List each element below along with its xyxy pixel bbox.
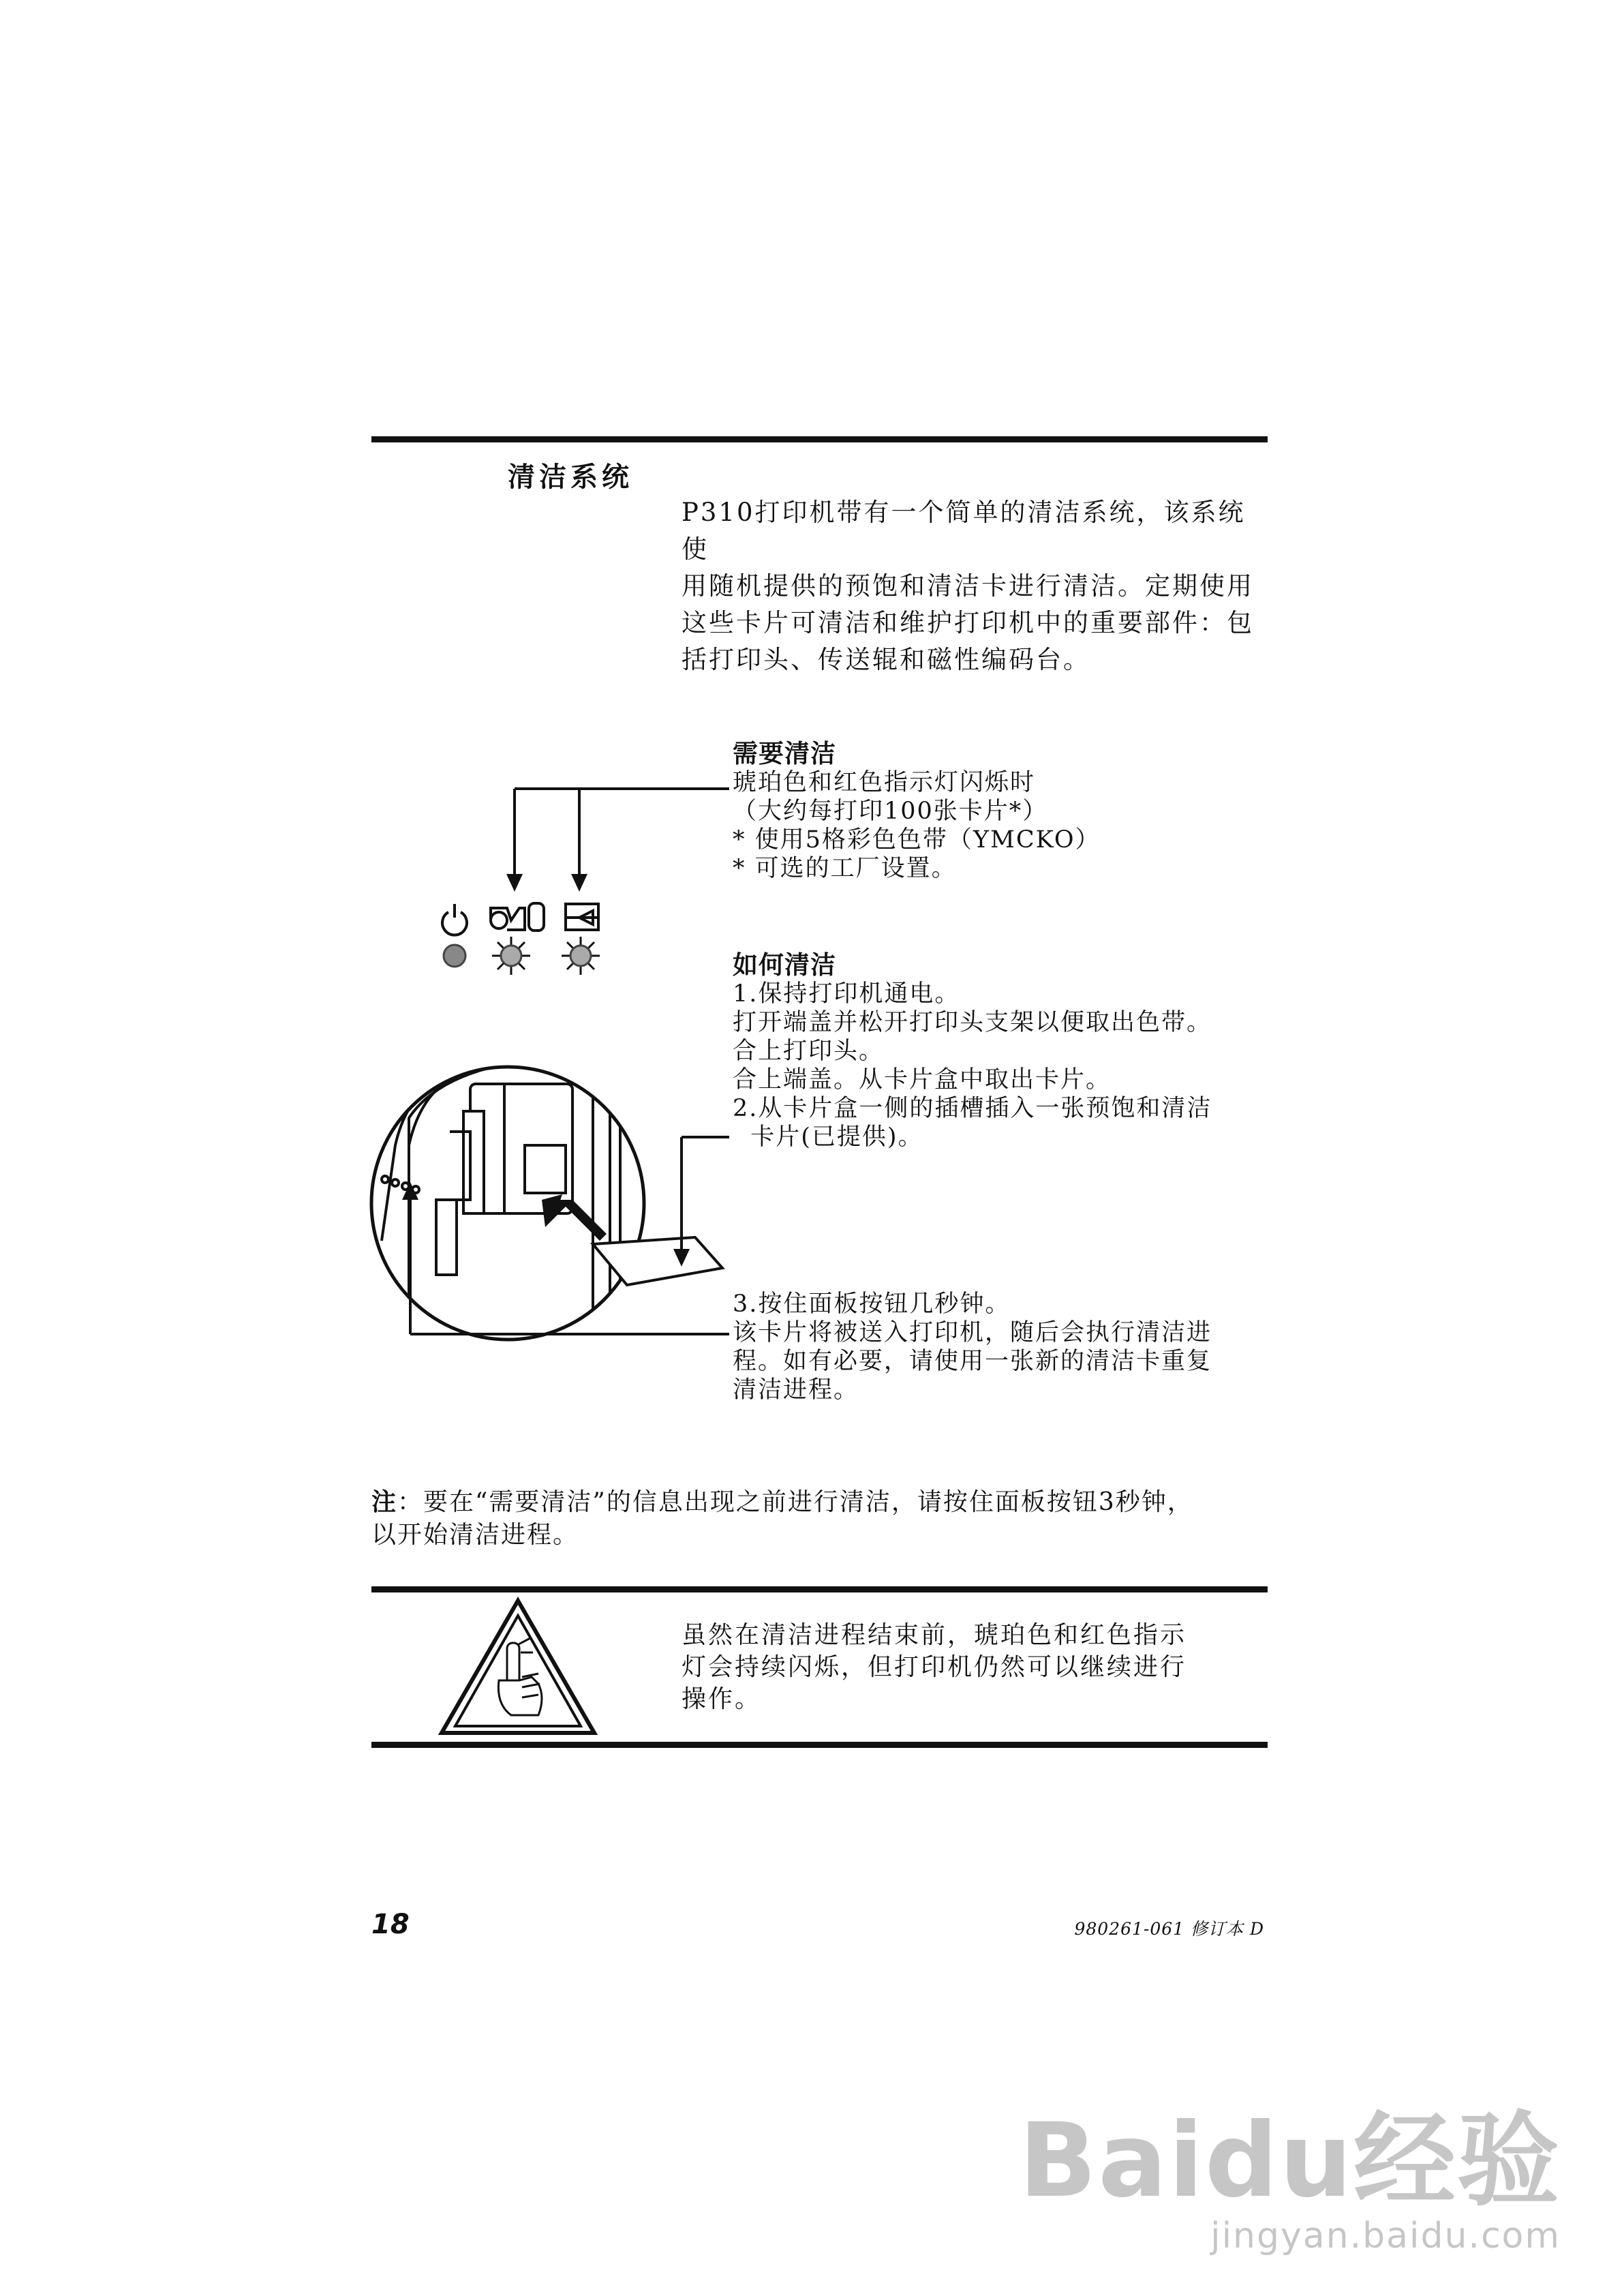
caution-paragraph (682, 1619, 1227, 1715)
how-to-clean-line: 2.从卡片盒一侧的插槽插入一张预饱和清洁 (733, 1095, 1212, 1122)
caution-bottom-rule (371, 1742, 1268, 1748)
needs-cleaning-heading: 需要清洁 (733, 739, 836, 768)
needs-cleaning-block (733, 740, 1101, 883)
needs-cleaning-line: （大约每打印100张卡片*） (733, 798, 1048, 825)
cleaning-card (593, 1237, 722, 1285)
page-number: 18 (371, 1909, 410, 1940)
how-to-clean-line: 合上端盖。从卡片盒中取出卡片。 (733, 1066, 1112, 1093)
watermark-sub: jingyan.baidu.com (1210, 2216, 1561, 2256)
section-title: 清洁系统 (508, 462, 633, 493)
cleaning-illustration (368, 764, 750, 1377)
intro-line: 这些卡片可清洁和维护打印机中的重要部件：包 (682, 608, 1254, 637)
note-text: ：要在“需要清洁”的信息出现之前进行清洁，请按住面板按钮3秒钟， (397, 1488, 1193, 1516)
ribbon-icon (491, 903, 544, 931)
how-to-clean-line: 卡片(已提供)。 (733, 1123, 923, 1151)
intro-paragraph (682, 494, 1261, 678)
how-to-clean-line: 打开端盖并松开打印头支架以便取出色带。 (733, 1009, 1212, 1036)
how-to-clean-heading: 如何清洁 (733, 950, 836, 980)
printer-closeup (371, 1050, 722, 1377)
intro-line: 用随机提供的预饱和清洁卡进行清洁。定期使用 (682, 571, 1254, 601)
led-callout-lines (515, 789, 729, 879)
top-rule (371, 436, 1268, 442)
arrow-down-icon (506, 874, 523, 892)
caution-line: 操作。 (682, 1685, 762, 1713)
step3-line: 清洁进程。 (733, 1376, 859, 1404)
how-to-clean-line: 1.保持打印机通电。 (733, 980, 960, 1008)
needs-cleaning-line: * 可选的工厂设置。 (733, 855, 957, 882)
baidu-watermark (1018, 2102, 1561, 2256)
arrow-down-icon (571, 874, 587, 892)
intro-line: 括打印头、传送辊和磁性编码台。 (682, 645, 1090, 674)
note-paragraph (371, 1486, 1271, 1552)
watermark-main: Baidu经验 (1018, 2102, 1561, 2220)
led-power (444, 945, 465, 967)
step3-line: 3.按住面板按钮几秒钟。 (733, 1290, 1011, 1318)
document-reference: 980261-061 修订本 D (1074, 1919, 1264, 1939)
step3-block (733, 1290, 1212, 1404)
step3-line: 该卡片将被送入打印机，随后会执行清洁进 (733, 1319, 1212, 1346)
note-text-2: 以开始清洁进程。 (371, 1521, 579, 1549)
caution-line: 灯会持续闪烁，但打印机仍然可以继续进行 (682, 1653, 1187, 1681)
needs-cleaning-line: * 使用5格彩色色带（YMCKO） (733, 826, 1101, 854)
card-icon (566, 904, 598, 930)
led-amber-flashing (492, 937, 530, 975)
how-to-clean-line: 合上打印头。 (733, 1038, 885, 1065)
intro-line: P310打印机带有一个简单的清洁系统，该系统使 (682, 498, 1246, 564)
caution-line: 虽然在清洁进程结束前，琥珀色和红色指示 (682, 1621, 1187, 1649)
power-icon (442, 904, 467, 935)
hand-caution-icon (436, 1595, 600, 1738)
caution-top-rule (371, 1586, 1268, 1592)
led-red-flashing (562, 937, 600, 975)
how-to-clean-block (733, 951, 1212, 1151)
note-label: 注 (371, 1488, 398, 1516)
needs-cleaning-line: 琥珀色和红色指示灯闪烁时 (733, 769, 1036, 796)
step3-line: 程。如有必要，请使用一张新的清洁卡重复 (733, 1348, 1212, 1375)
